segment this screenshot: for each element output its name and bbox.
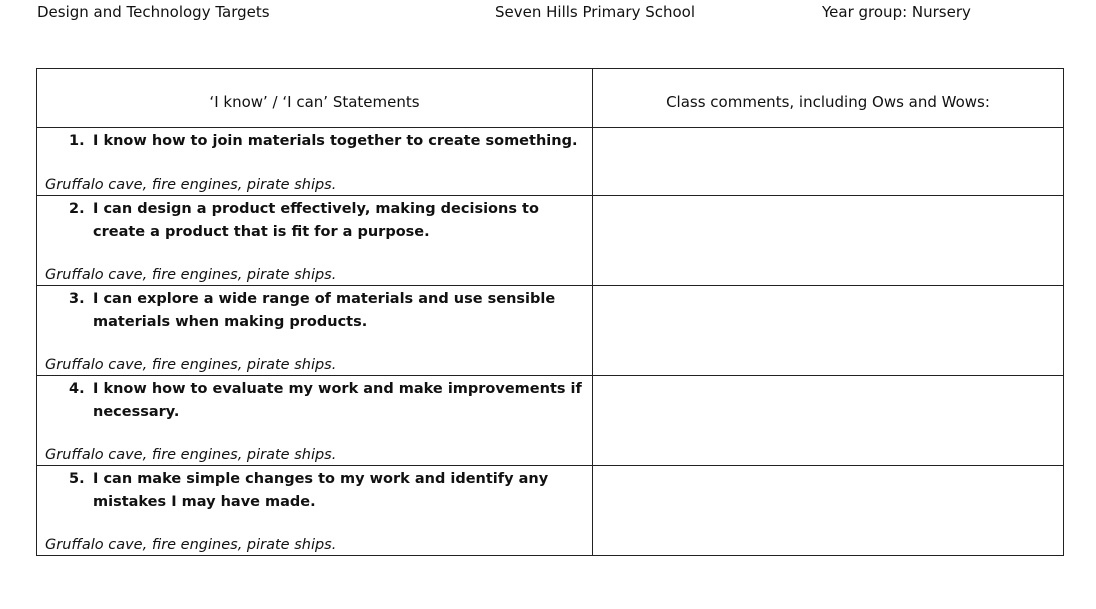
table-row xyxy=(37,466,1064,556)
table-row xyxy=(37,376,1064,466)
targets-table xyxy=(36,68,1064,556)
statement-text: I can explore a wide range of materials and use sensible materials when making products. xyxy=(93,291,556,330)
document-title: Design and Technology Targets xyxy=(37,3,270,21)
comments-column-header: Class comments, including Ows and Wows: xyxy=(593,69,1064,128)
statement-number: 2. xyxy=(69,201,85,217)
statement-text: I can make simple changes to my work and identify any mistakes I may have made. xyxy=(93,471,549,510)
statement-number: 1. xyxy=(69,133,85,149)
statement-number: 4. xyxy=(69,381,85,397)
example-text: Gruffalo cave, fire engines, pirate ships. xyxy=(45,537,337,553)
statement-cell xyxy=(37,286,593,376)
example-text: Gruffalo cave, fire engines, pirate ships. xyxy=(45,267,337,283)
statement-text: I know how to join materials together to create something. xyxy=(93,133,578,149)
table-header-row xyxy=(37,69,1064,128)
table-row xyxy=(37,196,1064,286)
statement-cell xyxy=(37,196,593,286)
statements-column-header: ‘I know’ / ‘I can’ Statements xyxy=(37,69,593,128)
example-text: Gruffalo cave, fire engines, pirate ships. xyxy=(45,447,337,463)
statement-text: I know how to evaluate my work and make improvements if necessary. xyxy=(93,381,582,420)
statement-cell xyxy=(37,128,593,196)
comment-cell xyxy=(593,466,1064,556)
statement-cell xyxy=(37,466,593,556)
statement-text: I can design a product effectively, making decisions to create a product that is fit for a purpose. xyxy=(93,201,539,240)
example-text: Gruffalo cave, fire engines, pirate ships. xyxy=(45,177,337,193)
statement-number: 5. xyxy=(69,471,85,487)
comment-cell xyxy=(593,286,1064,376)
table-row xyxy=(37,128,1064,196)
year-group: Year group: Nursery xyxy=(822,3,971,21)
school-name: Seven Hills Primary School xyxy=(495,3,696,21)
statement-cell xyxy=(37,376,593,466)
statement-number: 3. xyxy=(69,291,85,307)
table-row xyxy=(37,286,1064,376)
comment-cell xyxy=(593,376,1064,466)
example-text: Gruffalo cave, fire engines, pirate ships. xyxy=(45,357,337,373)
comment-cell xyxy=(593,128,1064,196)
comment-cell xyxy=(593,196,1064,286)
